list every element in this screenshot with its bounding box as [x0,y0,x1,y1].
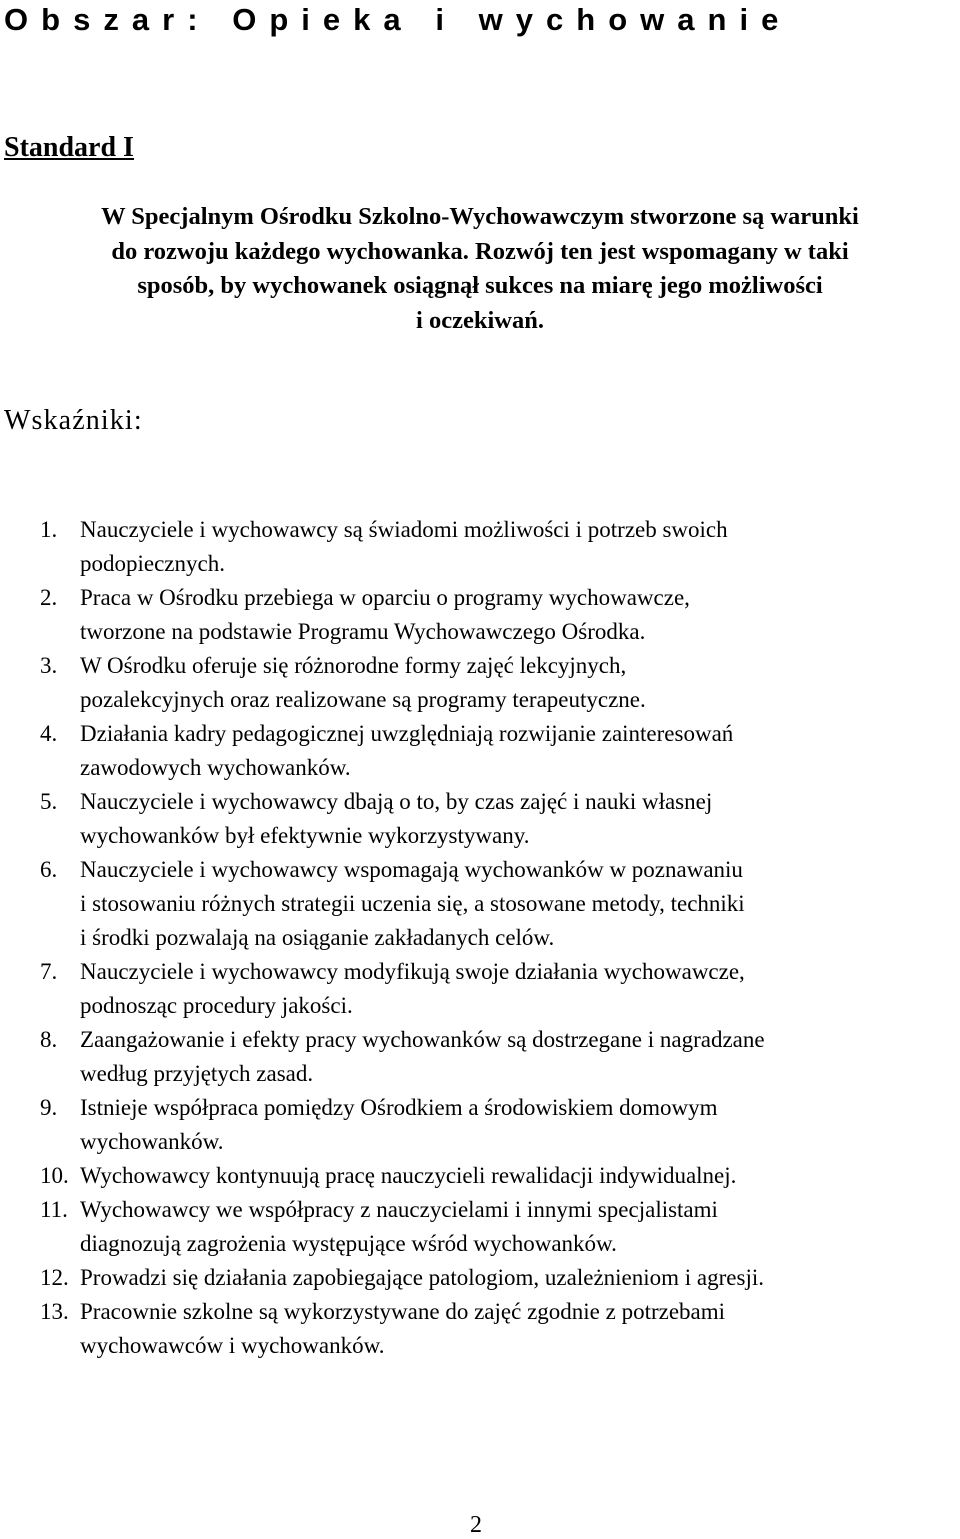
indicator-text-line: Nauczyciele i wychowawcy dbają o to, by czas zajęć i nauki własnej [80,789,713,814]
indicator-text-line: tworzone na podstawie Programu Wychowawczego Ośrodka. [80,619,646,644]
indicator-text-line: diagnozują zagrożenia występujące wśród wychowanków. [80,1231,617,1256]
indicator-item [0,955,960,1023]
indicator-number: 11. [40,1197,68,1222]
indicator-text-line: Nauczyciele i wychowawcy są świadomi możliwości i potrzeb swoich [80,517,728,542]
indicator-item [0,785,960,853]
indicator-item [0,581,960,649]
indicator-number: 1. [40,517,58,542]
indicator-text-line: Istnieje współpraca pomiędzy Ośrodkiem a środowiskiem domowym [80,1095,718,1120]
standard-description-line: i oczekiwań. [416,306,544,334]
indicator-number: 5. [40,789,58,814]
standard-description [0,200,960,338]
indicator-item [0,1295,960,1363]
indicator-number: 8. [40,1027,58,1052]
indicator-number: 12. [40,1265,69,1290]
indicator-text-line: Prowadzi się działania zapobiegające patologiom, uzależnieniom i agresji. [80,1265,764,1290]
indicator-item [0,1091,960,1159]
indicator-text-line: Działania kadry pedagogicznej uwzględniają rozwijanie zainteresowań [80,721,734,746]
indicator-item [0,1193,960,1261]
indicator-item [0,1261,960,1295]
standard-description-line: do rozwoju każdego wychowanka. Rozwój ten jest wspomagany w taki [111,237,849,265]
indicator-number: 4. [40,721,58,746]
page-number: 2 [470,1512,482,1538]
indicator-number: 13. [40,1299,69,1324]
indicator-text-line: i środki pozwalają na osiąganie zakładanych celów. [80,925,555,950]
indicator-text-line: wychowanków. [80,1129,224,1154]
indicator-text-line: W Ośrodku oferuje się różnorodne formy zajęć lekcyjnych, [80,653,627,678]
indicator-number: 2. [40,585,58,610]
indicator-item [0,649,960,717]
indicator-text-line: wychowanków był efektywnie wykorzystywany. [80,823,530,848]
indicator-number: 9. [40,1095,58,1120]
indicator-text-line: Praca w Ośrodku przebiega w oparciu o programy wychowawcze, [80,585,690,610]
indicator-item [0,853,960,955]
indicator-text-line: pozalekcyjnych oraz realizowane są programy terapeutyczne. [80,687,646,712]
indicator-text-line: podopiecznych. [80,551,225,576]
indicator-item [0,717,960,785]
indicator-text-line: Wychowawcy we współpracy z nauczycielami i innymi specjalistami [80,1197,718,1222]
indicators-heading: Wskaźniki: [4,405,143,436]
indicator-text-line: podnosząc procedury jakości. [80,993,353,1018]
indicator-text-line: wychowawców i wychowanków. [80,1333,385,1358]
standard-description-line: W Specjalnym Ośrodku Szkolno-Wychowawczym stworzone są warunki [101,203,859,230]
indicator-text-line: Nauczyciele i wychowawcy wspomagają wychowanków w poznawaniu [80,857,743,882]
standard-heading: Standard I [4,132,134,163]
indicator-text-line: zawodowych wychowanków. [80,755,351,780]
indicator-list [0,513,960,1363]
indicator-number: 3. [40,653,58,678]
indicator-number: 10. [40,1163,69,1188]
indicator-text-line: według przyjętych zasad. [80,1061,314,1086]
indicator-text-line: Zaangażowanie i efekty pracy wychowanków są dostrzegane i nagradzane [80,1027,765,1052]
indicator-number: 7. [40,959,58,984]
indicator-item [0,513,960,581]
indicator-item [0,1159,960,1193]
indicator-item [0,1023,960,1091]
page-title: Obszar: Opieka i wychowanie [4,2,792,37]
indicator-number: 6. [40,857,58,882]
indicator-text-line: Wychowawcy kontynuują pracę nauczycieli rewalidacji indywidualnej. [80,1163,737,1188]
indicator-text-line: Nauczyciele i wychowawcy modyfikują swoje działania wychowawcze, [80,959,745,984]
indicator-text-line: i stosowaniu różnych strategii uczenia się, a stosowane metody, techniki [80,891,745,916]
indicator-text-line: Pracownie szkolne są wykorzystywane do zajęć zgodnie z potrzebami [80,1299,726,1324]
standard-description-line: sposób, by wychowanek osiągnął sukces na miarę jego możliwości [137,272,823,299]
